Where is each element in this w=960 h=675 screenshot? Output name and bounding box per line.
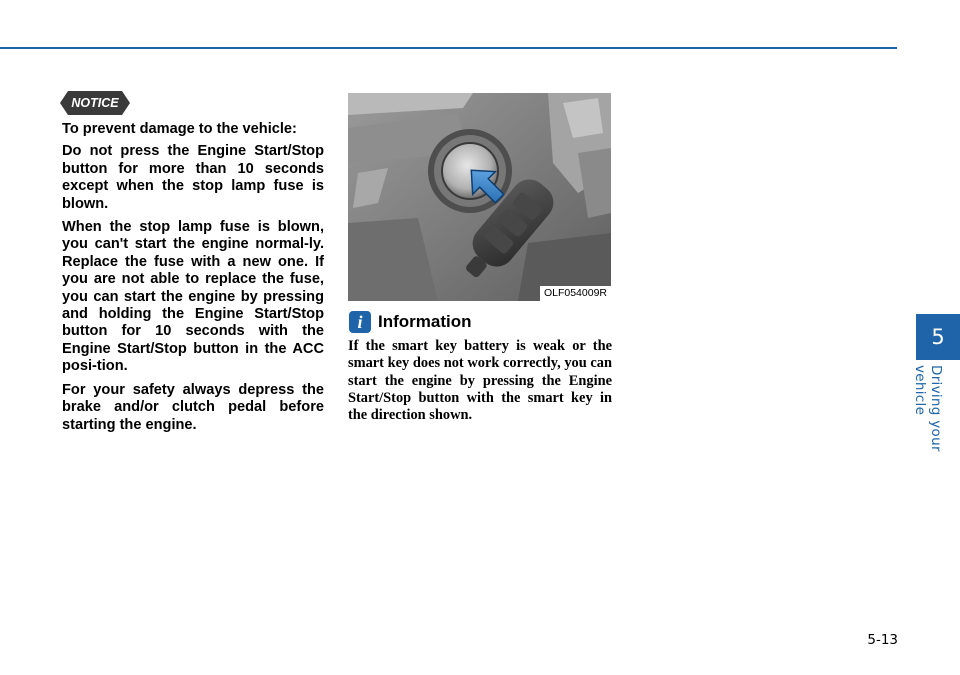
page-number: 5-13 [867, 632, 898, 648]
header-rule [0, 47, 897, 49]
chapter-title: Driving your vehicle [912, 365, 944, 452]
notice-body [62, 121, 324, 440]
notice-paragraph-3: For your safety always depress the brake and/or clutch pedal before starting the engine. [62, 381, 324, 433]
figure-code: OLF054009R [540, 286, 611, 301]
smart-key-figure [348, 93, 611, 301]
notice-paragraph-2: When the stop lamp fuse is blown, you can't start the engine normal-ly. Replace the fuse with a new one. If you are not able to replace the fuse, you can start the engine by pressing and holding the Engine Start/Stop button for 10 seconds with the Engine Start/Stop button in the ACC posi-tion. [62, 219, 324, 375]
info-icon: i [349, 311, 371, 333]
information-title: Information [378, 312, 472, 331]
chapter-number-tab: 5 [916, 314, 960, 360]
smart-key-start-button-illustration [348, 93, 611, 301]
notice-lead: To prevent damage to the vehicle: [62, 121, 297, 137]
information-body: If the smart key battery is weak or the smart key does not work correctly, you can start the engine by pressing the Engine Start/Stop button with the smart key in the direction shown. [348, 338, 612, 424]
notice-paragraph-1: Do not press the Engine Start/Stop button for more than 10 seconds except when the stop lamp fuse is blown. [62, 143, 324, 212]
notice-label: NOTICE [71, 96, 119, 110]
